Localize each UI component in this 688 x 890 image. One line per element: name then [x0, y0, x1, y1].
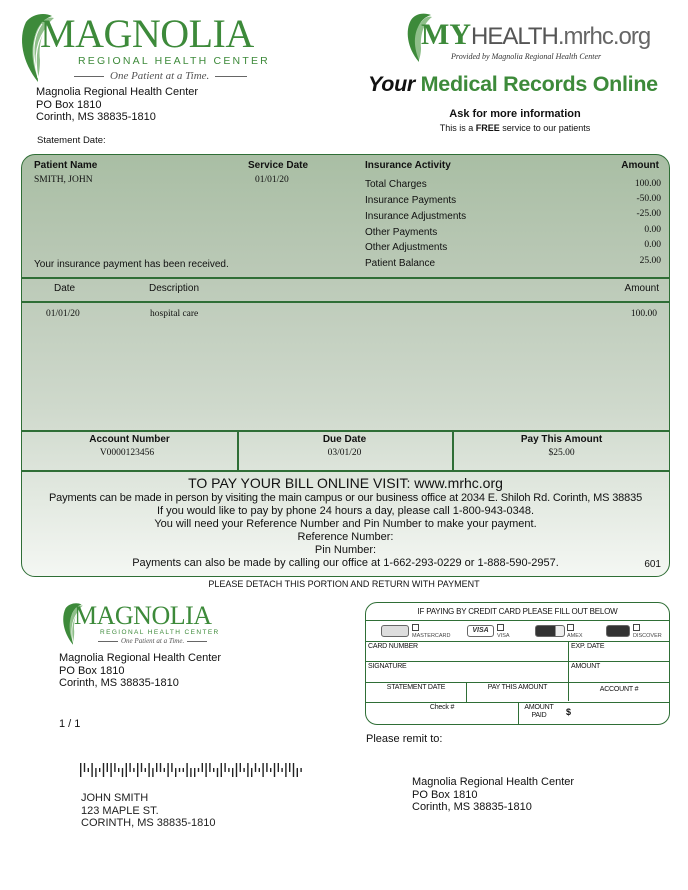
patient-mailing-address: [81, 792, 216, 830]
reference-number-label: Reference Number:: [297, 531, 394, 543]
barcode-bar: [300, 768, 301, 772]
charges-date-header: Date: [54, 283, 76, 294]
barcode-bar: [297, 768, 298, 777]
barcode-bar: [243, 768, 244, 772]
barcode-bar: [114, 763, 115, 772]
account-number-field[interactable]: ACCOUNT #: [599, 686, 639, 693]
myhealth-logo: [405, 12, 651, 64]
remit-sender-line3: Corinth, MS 38835-1810: [59, 677, 179, 689]
patient-name-label: Patient Name: [34, 160, 98, 171]
patient-address-line2: 123 MAPLE ST.: [81, 804, 159, 817]
logo-tagline-small: One Patient at a Time.: [121, 637, 185, 645]
barcode-bar: [110, 763, 111, 777]
charges-description-header: Description: [149, 283, 200, 294]
pay-this-amount-label: Pay This Amount: [520, 434, 603, 445]
visa-logo-icon: VISA: [467, 625, 494, 637]
barcode-bar: [194, 768, 195, 777]
barcode-bar: [99, 768, 100, 772]
service-date-label: Service Date: [248, 160, 309, 171]
remit-to-address: [412, 776, 574, 814]
visa-checkbox[interactable]: [497, 624, 504, 631]
amount-field[interactable]: AMOUNT: [571, 663, 601, 670]
barcode-bar: [190, 768, 191, 777]
tagline-rule: [98, 641, 118, 642]
barcode-bar: [205, 763, 206, 777]
service-date-value: 01/01/20: [255, 175, 289, 185]
logo-subtitle-small: REGIONAL HEALTH CENTER: [100, 629, 220, 636]
account-number-value: V0000123456: [99, 448, 155, 458]
remit-sender-line1: Magnolia Regional Health Center: [59, 652, 222, 664]
sender-address-line2: PO Box 1810: [36, 98, 102, 111]
activity-label: Other Adjustments: [365, 242, 448, 253]
barcode-bar: [152, 768, 153, 777]
barcode-bar: [255, 763, 256, 772]
pin-number-label: Pin Number:: [314, 544, 377, 556]
barcode-bar: [167, 763, 168, 777]
myhealth-provided-by: Provided by Magnolia Regional Health Center: [451, 52, 602, 61]
logo-tagline-row-small: [98, 637, 207, 645]
divider: [22, 470, 669, 472]
postal-barcode: [80, 763, 310, 777]
barcode-bar: [88, 768, 89, 772]
barcode-bar: [266, 763, 267, 772]
barcode-bar: [228, 768, 229, 772]
divider: [22, 301, 669, 303]
magnolia-logo: [18, 11, 270, 84]
credit-card-title: IF PAYING BY CREDIT CARD PLEASE FILL OUT BELOW: [417, 607, 618, 616]
barcode-bar: [274, 763, 275, 777]
credit-card-form: [365, 602, 670, 725]
barcode-bar: [141, 763, 142, 772]
charge-date: 01/01/20: [46, 309, 80, 319]
pay-this-amount-value: $25.00: [548, 448, 575, 458]
ask-more-info: Ask for more information: [449, 108, 581, 120]
insurance-activity-list: [365, 177, 661, 272]
barcode-bar: [160, 763, 161, 772]
charge-description: hospital care: [150, 309, 199, 319]
discover-logo-icon: [606, 625, 630, 637]
barcode-bar: [209, 763, 210, 772]
amount-paid-label-2: PAID: [531, 712, 547, 719]
barcode-bar: [281, 768, 282, 772]
signature-field[interactable]: SIGNATURE: [368, 663, 407, 670]
barcode-bar: [270, 768, 271, 772]
remit-to-line3: Corinth, MS 38835-1810: [412, 801, 532, 813]
barcode-bar: [179, 768, 180, 772]
discover-checkbox[interactable]: [633, 624, 640, 631]
amount-paid-label-1: AMOUNT: [524, 704, 554, 711]
pay-by-phone-text: If you would like to pay by phone 24 hours a day, please call 1-800-943-0348.: [156, 505, 535, 517]
need-numbers-text: You will need your Reference Number and Pin Number to make your payment.: [154, 518, 537, 530]
barcode-bar: [145, 768, 146, 772]
activity-row: [365, 225, 661, 240]
visa-label: VISA: [497, 633, 510, 639]
statement-code: 601: [644, 559, 661, 570]
headline-your: Your: [368, 72, 415, 96]
pay-online-text: TO PAY YOUR BILL ONLINE VISIT: www.mrhc.org: [188, 475, 503, 491]
remit-to-label: Please remit to:: [366, 733, 443, 745]
sender-address-line3: Corinth, MS 38835-1810: [36, 111, 156, 123]
myhealth-brand-domain: .mrhc.org: [557, 23, 651, 50]
barcode-bar: [103, 763, 104, 777]
activity-row: [365, 209, 661, 225]
remit-sender-line2: PO Box 1810: [59, 664, 125, 677]
free-service-note: [390, 123, 640, 133]
barcode-bar: [122, 768, 123, 777]
activity-amount: -50.00: [636, 194, 661, 204]
statement-date-field[interactable]: STATEMENT DATE: [386, 684, 446, 691]
activity-label: Patient Balance: [365, 258, 436, 269]
free-service-post: service to our patients: [499, 123, 591, 133]
pay-this-amount-field[interactable]: PAY THIS AMOUNT: [487, 684, 548, 691]
detach-instruction: PLEASE DETACH THIS PORTION AND RETURN WITH PAYMENT: [208, 579, 480, 589]
activity-amount: 25.00: [639, 256, 661, 266]
barcode-bar: [259, 768, 260, 772]
barcode-bar: [91, 763, 92, 777]
activity-label: Insurance Adjustments: [365, 211, 467, 222]
barcode-bar: [183, 768, 184, 772]
barcode-bar: [289, 763, 290, 772]
barcode-bar: [278, 763, 279, 772]
logo-tagline: One Patient at a Time.: [110, 70, 210, 82]
barcode-bar: [213, 768, 214, 772]
free-service-bold: FREE: [475, 123, 500, 133]
account-number-label: Account Number: [89, 434, 170, 445]
due-date-value: 03/01/20: [327, 448, 362, 458]
activity-row: [365, 240, 661, 256]
activity-amount: 0.00: [644, 240, 661, 250]
medical-records-headline: [368, 72, 658, 97]
divider: [366, 620, 669, 621]
activity-amount: 100.00: [634, 179, 661, 189]
free-service-pre: This is a: [439, 123, 476, 133]
page-count: 1 / 1: [59, 718, 81, 730]
barcode-bar: [251, 768, 252, 777]
check-number-field[interactable]: Check #: [429, 704, 455, 711]
headline-medical-records: Medical Records Online: [420, 72, 658, 96]
remit-to-line1: Magnolia Regional Health Center: [412, 776, 575, 788]
charges-amount-header: Amount: [624, 283, 659, 294]
logo-name: MAGNOLIA: [40, 11, 254, 56]
myhealth-brand-health: HEALTH: [470, 23, 558, 50]
divider: [22, 277, 669, 279]
activity-amount: 0.00: [644, 225, 661, 235]
card-number-field[interactable]: CARD NUMBER: [368, 643, 418, 650]
statement-panel: [21, 154, 670, 577]
remit-sender-address: [59, 652, 221, 690]
divider: [22, 430, 669, 432]
mastercard-label: MASTERCARD: [412, 633, 451, 639]
barcode-bar: [171, 763, 172, 772]
patient-address-line3: CORINTH, MS 38835-1810: [81, 817, 216, 829]
amex-logo-icon: [535, 625, 565, 637]
barcode-bar: [129, 763, 130, 772]
amount-label: Amount: [621, 160, 659, 171]
tagline-rule: [74, 76, 104, 77]
barcode-bar: [148, 763, 149, 777]
patient-name-value: SMITH, JOHN: [34, 175, 93, 185]
barcode-bar: [164, 768, 165, 772]
barcode-bar: [202, 763, 203, 772]
activity-row: [365, 256, 661, 272]
tagline-rule: [215, 76, 247, 77]
activity-label: Insurance Payments: [365, 195, 457, 206]
barcode-bar: [95, 768, 96, 777]
barcode-bar: [247, 763, 248, 777]
barcode-bar: [133, 768, 134, 772]
insurance-message: Your insurance payment has been received.: [34, 259, 229, 270]
barcode-bar: [118, 768, 119, 772]
myhealth-brand-my: MY: [421, 18, 471, 51]
discover-label: DISCOVER: [633, 633, 662, 639]
activity-amount: -25.00: [636, 209, 661, 219]
activity-label: Other Payments: [365, 227, 438, 238]
barcode-bar: [126, 763, 127, 777]
activity-row: [365, 177, 661, 193]
barcode-bar: [217, 768, 218, 777]
pay-in-person-text: Payments can be made in person by visiting the main campus or our business office at 2034 E. Shiloh Rd. Corinth, MS 38835: [48, 492, 643, 504]
barcode-bar: [80, 763, 81, 777]
activity-label: Total Charges: [365, 179, 427, 190]
amex-checkbox[interactable]: [567, 624, 574, 631]
amex-label: AMEX: [567, 633, 583, 639]
call-office-text: Payments can also be made by calling our office at 1-662-293-0229 or 1-888-590-2957.: [132, 557, 559, 569]
tagline-rule: [187, 641, 207, 642]
barcode-bar: [198, 768, 199, 772]
insurance-activity-label: Insurance Activity: [365, 160, 451, 171]
logo-subtitle: REGIONAL HEALTH CENTER: [78, 55, 270, 67]
barcode-bar: [293, 763, 294, 777]
barcode-bar: [285, 763, 286, 777]
mastercard-logo-icon: [381, 625, 409, 637]
exp-date-field[interactable]: EXP. DATE: [571, 643, 605, 650]
barcode-bar: [137, 763, 138, 777]
due-date-label: Due Date: [322, 434, 367, 445]
barcode-bar: [186, 763, 187, 777]
barcode-bar: [232, 768, 233, 777]
charge-amount: 100.00: [630, 309, 657, 319]
barcode-bar: [107, 763, 108, 772]
myhealth-brand: [421, 18, 650, 52]
barcode-bar: [156, 763, 157, 772]
barcode-bar: [175, 768, 176, 777]
statement-date-label: Statement Date:: [37, 135, 106, 146]
dollar-sign: $: [566, 707, 572, 717]
remit-to-line2: PO Box 1810: [412, 788, 478, 801]
barcode-bar: [236, 763, 237, 777]
barcode-bar: [221, 763, 222, 777]
activity-row: [365, 193, 661, 209]
logo-tagline-row: [74, 70, 247, 82]
barcode-bar: [84, 763, 85, 772]
mastercard-checkbox[interactable]: [412, 624, 419, 631]
magnolia-logo-small: [60, 601, 220, 646]
amount-paid-field[interactable]: [566, 707, 666, 721]
sender-address: [36, 86, 198, 124]
sender-address-line1: Magnolia Regional Health Center: [36, 86, 199, 98]
logo-name-small: MAGNOLIA: [74, 601, 212, 630]
amount-paid-label: [519, 704, 559, 720]
barcode-bar: [240, 763, 241, 772]
barcode-bar: [224, 763, 225, 772]
barcode-bar: [262, 763, 263, 777]
patient-address-line1: JOHN SMITH: [81, 792, 149, 804]
